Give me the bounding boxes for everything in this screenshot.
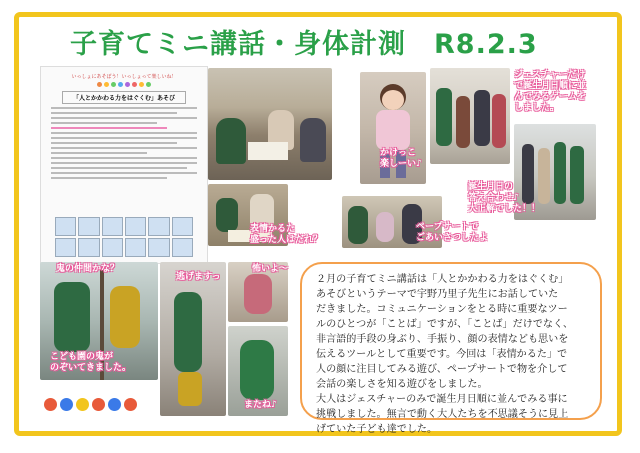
report-line: げていた子ども達でした。 <box>316 424 438 435</box>
page-title: 子育てミニ講話・身体計測 R8.2.3 <box>70 29 538 60</box>
oni-face-icon <box>92 398 105 411</box>
handout-text-lines <box>41 107 207 179</box>
handout-subtitle: 「人とかかわる力をはぐくむ」あそび <box>62 91 186 104</box>
oni-face-icon <box>60 398 73 411</box>
report-line: 挑戦しました。無言で動く大人たちを不思議そうに見上 <box>316 409 569 420</box>
caption-birthday: 誕生月日の 答え合わせ♪ 大正解でした！！ <box>468 182 541 214</box>
report-line: 人の顔に注目してみる遊び、ペープサートで物を介して <box>316 364 568 375</box>
handout-card-grid <box>55 217 193 257</box>
caption-peekaboo: かけっこ 楽しーい♪ <box>380 148 422 169</box>
report-textbox <box>300 262 602 435</box>
caption-card-game: 表情かるた 盛った人はだれ？ <box>250 224 323 245</box>
oni-face-icon <box>124 398 137 411</box>
photo-gesture-game <box>430 68 510 164</box>
caption-gesture: ジェスチャーだけ で誕生月日順に並 んでみるゲームを しました。 <box>514 70 587 113</box>
photo-lecture-room <box>208 68 332 180</box>
photo-children-run <box>160 262 226 416</box>
report-line: あそびというテーマで宇野乃里子先生にお話していた <box>316 289 559 300</box>
caption-oni-friend: 鬼の仲間かな？ <box>56 264 120 274</box>
handout-header: いっしょにあそぼう！いっしょって楽しいね！ <box>71 74 177 80</box>
oni-face-icon <box>108 398 121 411</box>
report-line: 伝えるツールとして重要です。今回は「表情かるた」で <box>316 349 568 360</box>
caption-run: 逃げますっ <box>176 272 221 282</box>
oni-face-icon <box>44 398 57 411</box>
caption-oni-peek: こども園の鬼が のぞいてきました。 <box>50 352 132 373</box>
report-line: ルのひとつが「ことば」ですが、「ことば」だけでなく、 <box>316 319 573 330</box>
handout-document <box>40 66 208 264</box>
report-line: ２月の子育てミニ講話は「人とかかわる力をはぐくむ」 <box>316 274 569 285</box>
caption-puppet-greeting: ペープサートで ごあいさつしたよ <box>416 222 489 243</box>
caption-again: またね♪ <box>244 400 277 410</box>
report-line: 非言語的手段の身ぶり、手振り、顔の表情なども思いを <box>316 334 569 345</box>
report-line: 会話の楽しさを知る遊びをしました。 <box>316 379 488 390</box>
report-line: だきました。コミュニケーションをとる時に重要なツー <box>316 304 568 315</box>
report-line: 大人はジェスチャーのみで誕生月日順に並んでみる事に <box>316 394 568 405</box>
caption-scared: 怖いよ～ <box>252 264 289 274</box>
oni-face-icon <box>76 398 89 411</box>
color-dots <box>41 82 207 87</box>
